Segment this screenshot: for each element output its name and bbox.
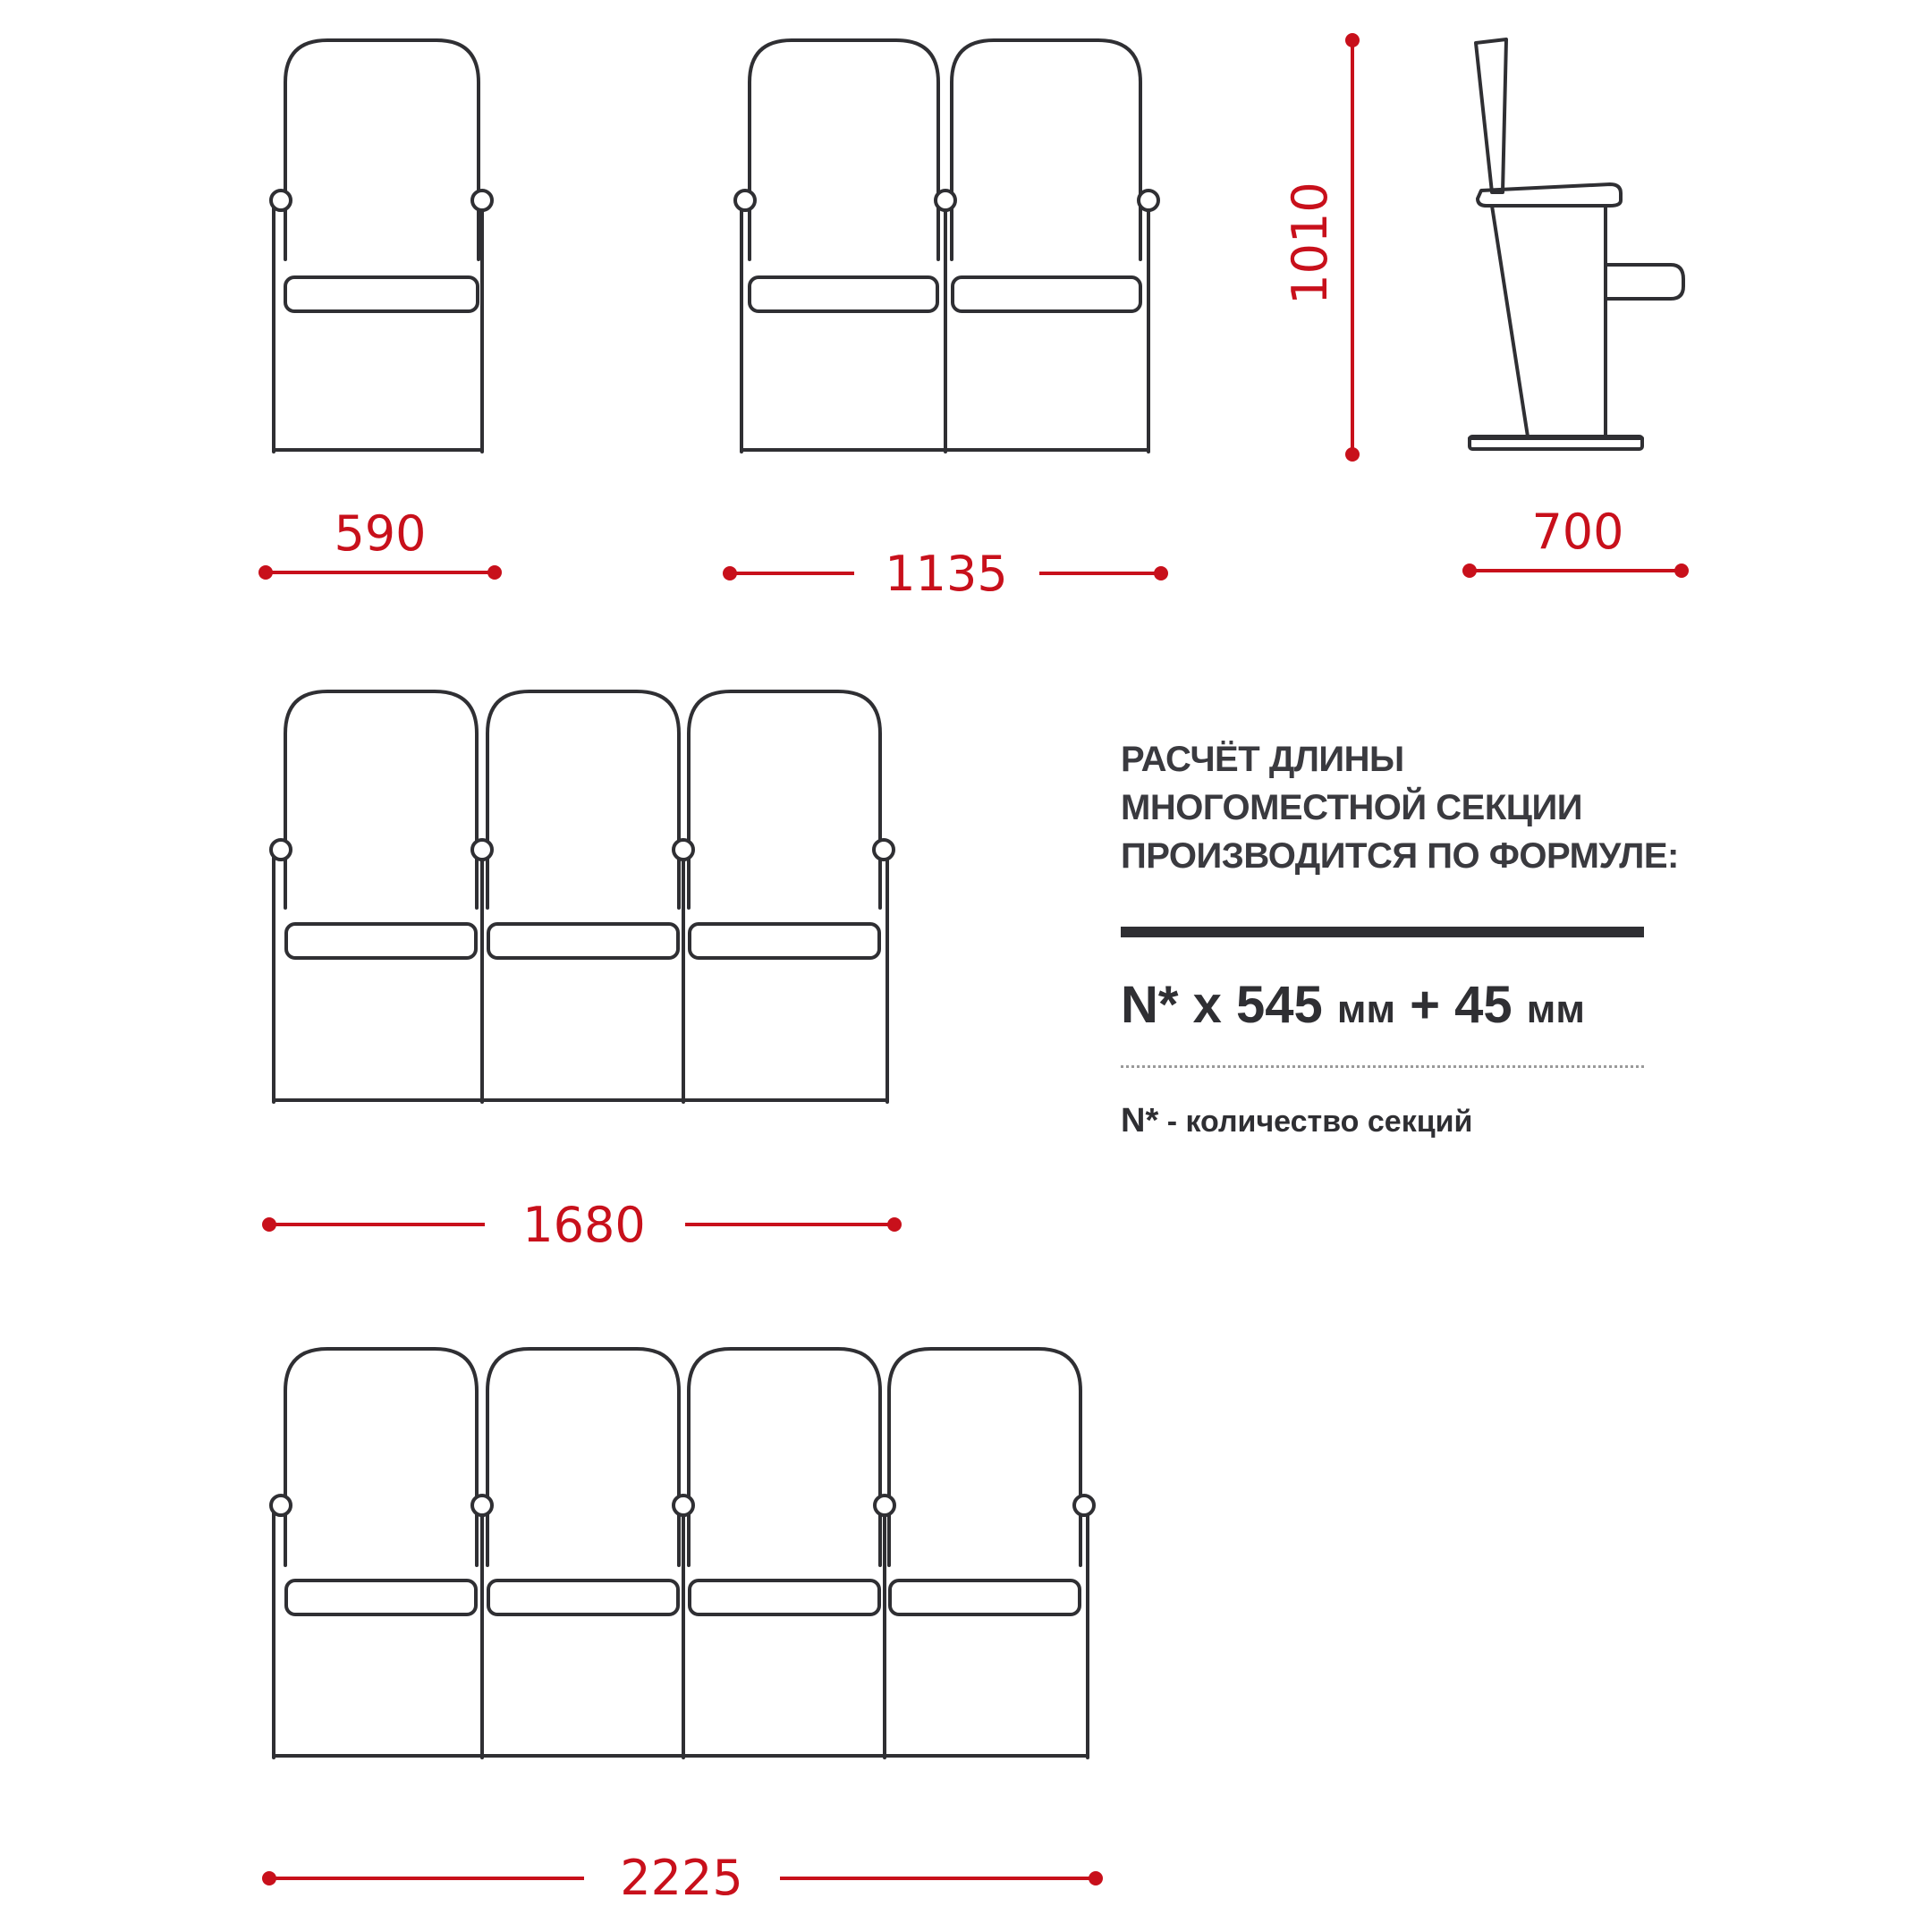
seat-cushion xyxy=(488,1580,678,1614)
formula-heading-line: ПРОИЗВОДИТСЯ ПО ФОРМУЛЕ: xyxy=(1121,836,1679,876)
seat-cushion xyxy=(286,1580,476,1614)
seat-backrest xyxy=(689,691,880,908)
armrest-knob xyxy=(1074,1496,1094,1515)
dimension-single-width xyxy=(258,505,502,580)
side-seat xyxy=(1478,184,1621,206)
armrest-knob xyxy=(1139,191,1158,210)
armrest-knob xyxy=(735,191,755,210)
quad-seat-front-view xyxy=(271,1349,1094,1758)
armrest-knob xyxy=(472,840,492,860)
armrest-knob xyxy=(936,191,955,210)
heading-divider xyxy=(1121,927,1644,937)
dimension-height xyxy=(1282,33,1360,462)
formula-text xyxy=(1121,975,1693,1035)
dotted-divider xyxy=(1121,1065,1644,1068)
dimension-depth xyxy=(1462,504,1689,578)
double-seat-front-view xyxy=(735,40,1158,452)
seat-cushion xyxy=(488,924,678,958)
armrest-knob xyxy=(271,191,291,210)
dimension-endpoint xyxy=(258,565,273,580)
seat-backrest xyxy=(952,40,1140,259)
formula-seat-width: 545 xyxy=(1235,976,1323,1034)
formula-n: N* xyxy=(1121,976,1179,1034)
dimension-endpoint xyxy=(262,1217,276,1232)
armrest-knob xyxy=(472,1496,492,1515)
dimension-quad-width xyxy=(262,1850,1103,1906)
dimension-label: 1010 xyxy=(1282,182,1338,305)
dimension-triple-width xyxy=(262,1197,902,1253)
formula-heading-line: МНОГОМЕСТНОЙ СЕКЦИИ xyxy=(1121,788,1582,827)
dimension-label: 1135 xyxy=(885,546,1008,602)
dimension-endpoint xyxy=(1674,564,1689,578)
note-label: N* xyxy=(1121,1102,1159,1140)
dimension-endpoint xyxy=(1154,566,1168,580)
seat-backrest xyxy=(750,40,938,259)
formula-times: x xyxy=(1192,976,1222,1034)
dimension-endpoint xyxy=(262,1871,276,1885)
dimension-endpoint xyxy=(887,1217,902,1232)
formula-heading xyxy=(1121,735,1693,880)
armrest-knob xyxy=(472,191,492,210)
dimension-label: 1680 xyxy=(522,1197,646,1253)
armrest-knob xyxy=(875,1496,894,1515)
seat-cushion xyxy=(750,277,937,311)
dimension-endpoint xyxy=(1345,33,1360,47)
dimension-label: 700 xyxy=(1531,504,1624,560)
single-seat-front-view xyxy=(271,40,492,452)
formula-plus: + xyxy=(1410,976,1440,1034)
armrest-knob xyxy=(674,1496,693,1515)
dimension-endpoint xyxy=(1089,1871,1103,1885)
dimension-endpoint xyxy=(487,565,502,580)
formula-heading-line: РАСЧЁТ ДЛИНЫ xyxy=(1121,740,1404,779)
seat-cushion xyxy=(690,1580,879,1614)
side-fold-tray xyxy=(1606,265,1683,299)
note-text: - количество секций xyxy=(1166,1105,1473,1139)
seat-backrest xyxy=(285,1349,477,1565)
seat-backrest xyxy=(487,1349,679,1565)
dimension-endpoint xyxy=(1345,447,1360,462)
armrest-knob xyxy=(674,840,693,860)
formula-info-block xyxy=(1121,735,1693,1140)
armrest-knob xyxy=(271,840,291,860)
dimension-endpoint xyxy=(1462,564,1477,578)
seat-side-view xyxy=(1470,39,1683,449)
seat-cushion xyxy=(285,277,478,311)
seat-backrest xyxy=(487,691,679,908)
seat-cushion xyxy=(890,1580,1080,1614)
side-backrest xyxy=(1476,39,1506,192)
seat-backrest xyxy=(889,1349,1080,1565)
dimension-label: 590 xyxy=(334,505,427,562)
formula-extra: 45 xyxy=(1454,976,1513,1034)
formula-note xyxy=(1121,1102,1693,1140)
seat-cushion xyxy=(953,277,1140,311)
side-leg-panel xyxy=(1492,206,1606,436)
seat-backrest xyxy=(689,1349,880,1565)
dimension-double-width xyxy=(723,546,1168,602)
dimension-endpoint xyxy=(723,566,737,580)
seat-backrest xyxy=(285,40,479,259)
seat-backrest xyxy=(285,691,477,908)
formula-unit: мм xyxy=(1526,987,1585,1031)
seat-cushion xyxy=(690,924,879,958)
seat-cushion xyxy=(286,924,476,958)
dimension-label: 2225 xyxy=(620,1850,743,1906)
triple-seat-front-view xyxy=(271,691,894,1102)
armrest-knob xyxy=(271,1496,291,1515)
formula-unit: мм xyxy=(1336,987,1395,1031)
armrest-knob xyxy=(874,840,894,860)
